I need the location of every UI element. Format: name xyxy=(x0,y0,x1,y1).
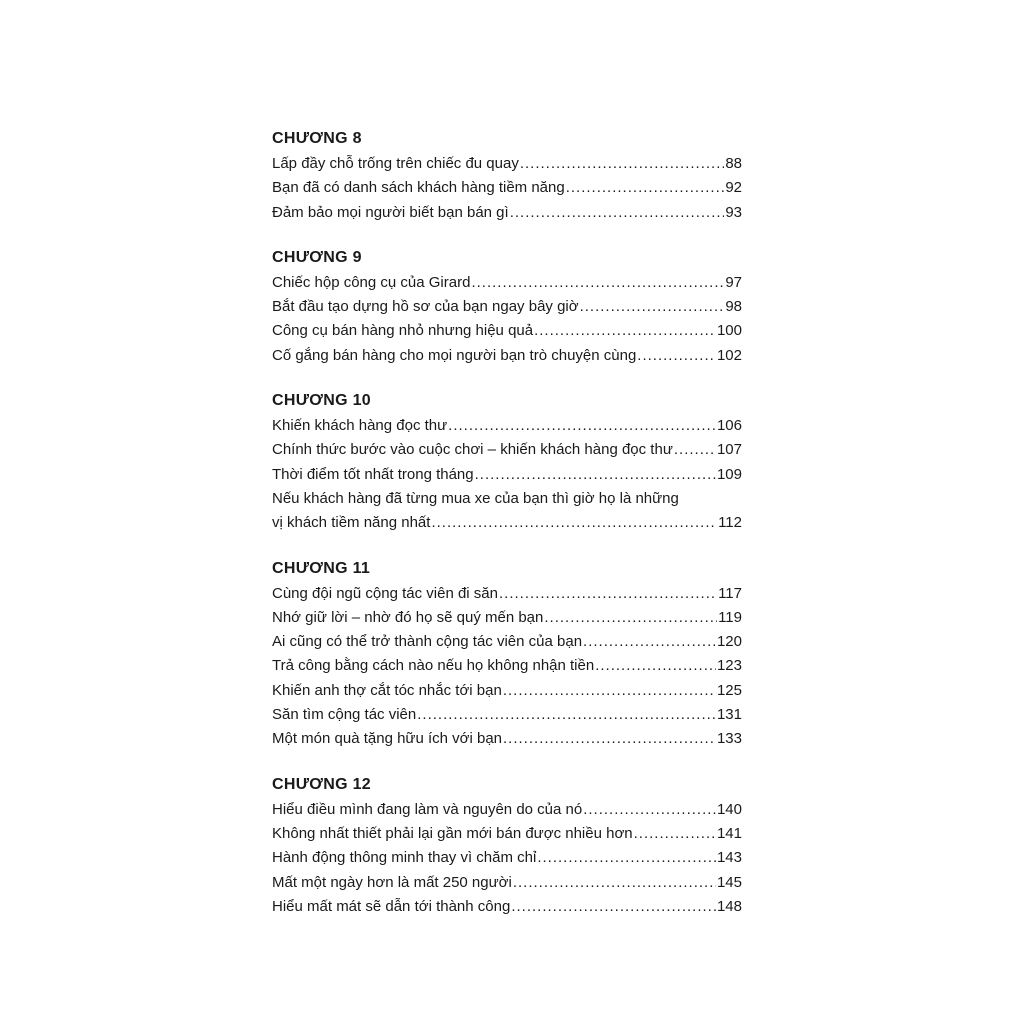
toc-entry xyxy=(272,414,742,438)
toc-entry-multiline xyxy=(272,487,742,536)
toc-entry xyxy=(272,152,742,176)
toc-entry xyxy=(272,438,742,462)
entry-title: Ai cũng có thể trở thành cộng tác viên của bạn xyxy=(272,633,583,651)
toc-entry xyxy=(272,319,742,343)
dot-leader xyxy=(583,798,716,822)
dot-leader xyxy=(537,846,716,870)
entry-title: Nhớ giữ lời – nhờ đó họ sẽ quý mến bạn xyxy=(272,608,544,626)
entry-page-number: 120 xyxy=(716,633,742,651)
entry-title: Khiến khách hàng đọc thư xyxy=(272,417,448,435)
entry-page-number: 100 xyxy=(716,322,742,340)
entry-page-number: 131 xyxy=(716,706,742,724)
dot-leader xyxy=(637,344,716,368)
chapter-12 xyxy=(272,774,742,919)
entry-page-number: 123 xyxy=(716,657,742,675)
chapter-11 xyxy=(272,558,742,752)
dot-leader xyxy=(511,895,716,919)
entry-title: Cùng đội ngũ cộng tác viên đi săn xyxy=(272,584,498,602)
entry-page-number: 93 xyxy=(725,203,742,221)
table-of-contents xyxy=(272,128,742,941)
toc-entry xyxy=(272,895,742,919)
chapter-heading: CHƯƠNG 8 xyxy=(272,130,362,147)
dot-leader xyxy=(503,679,716,703)
toc-entry xyxy=(272,271,742,295)
entry-page-number: 97 xyxy=(725,273,742,291)
dot-leader xyxy=(580,295,725,319)
entry-page-number: 143 xyxy=(716,849,742,867)
toc-entry xyxy=(272,176,742,200)
entry-title: Bạn đã có danh sách khách hàng tiềm năng xyxy=(272,179,565,197)
dot-leader xyxy=(499,582,717,606)
entry-title: Bắt đầu tạo dựng hồ sơ của bạn ngay bây giờ xyxy=(272,298,579,316)
entry-title: Thời điểm tốt nhất trong tháng xyxy=(272,465,474,483)
chapter-8 xyxy=(272,128,742,225)
toc-entry xyxy=(272,846,742,870)
entry-title: Chiếc hộp công cụ của Girard xyxy=(272,273,471,291)
entry-page-number: 145 xyxy=(716,873,742,891)
entry-page-number: 92 xyxy=(725,179,742,197)
entry-page-number: 117 xyxy=(718,584,742,602)
entry-page-number: 148 xyxy=(716,897,742,915)
toc-entry xyxy=(272,511,742,535)
entry-title: Công cụ bán hàng nhỏ nhưng hiệu quả xyxy=(272,322,534,340)
entry-title: Lấp đầy chỗ trống trên chiếc đu quay xyxy=(272,155,519,172)
toc-entry xyxy=(272,654,742,678)
dot-leader xyxy=(471,271,724,295)
entry-page-number: 102 xyxy=(716,346,742,364)
dot-leader xyxy=(520,152,724,176)
entry-page-number: 98 xyxy=(725,298,742,316)
dot-leader xyxy=(534,319,716,343)
dot-leader xyxy=(503,727,716,751)
entry-title: Không nhất thiết phải lại gần mới bán được nhiều hơn xyxy=(272,824,633,842)
entry-page-number: 109 xyxy=(716,465,742,483)
entry-title: Hiểu mất mát sẽ dẫn tới thành công xyxy=(272,897,511,915)
entry-title: Đảm bảo mọi người biết bạn bán gì xyxy=(272,203,509,221)
dot-leader xyxy=(634,822,716,846)
entry-page-number: 119 xyxy=(718,608,742,626)
entry-title: Khiến anh thợ cắt tóc nhắc tới bạn xyxy=(272,681,502,699)
chapter-heading: CHƯƠNG 9 xyxy=(272,248,362,266)
entry-page-number: 107 xyxy=(716,441,742,459)
toc-entry xyxy=(272,798,742,822)
toc-entry xyxy=(272,463,742,487)
toc-entry xyxy=(272,679,742,703)
toc-entry xyxy=(272,630,742,654)
chapter-heading: CHƯƠNG 10 xyxy=(272,392,371,410)
toc-entry xyxy=(272,822,742,846)
entry-page-number: 112 xyxy=(718,514,742,532)
toc-entry xyxy=(272,295,742,319)
entry-title-line-1: Nếu khách hàng đã từng mua xe của bạn thì giờ họ là những xyxy=(272,489,679,507)
entry-title: Hiểu điều mình đang làm và nguyên do của nó xyxy=(272,800,583,818)
entry-title: Chính thức bước vào cuộc chơi – khiến khách hàng đọc thư xyxy=(272,441,673,459)
toc-entry xyxy=(272,703,742,727)
dot-leader xyxy=(595,654,716,678)
dot-leader xyxy=(510,201,725,225)
chapter-heading: CHƯƠNG 11 xyxy=(272,559,371,577)
dot-leader xyxy=(513,871,716,895)
entry-page-number: 125 xyxy=(716,681,742,699)
toc-entry xyxy=(272,344,742,368)
dot-leader xyxy=(583,630,716,654)
chapter-10 xyxy=(272,390,742,535)
entry-title: Cố gắng bán hàng cho mọi người bạn trò chuyện cùng xyxy=(272,346,637,364)
dot-leader xyxy=(566,176,725,200)
dot-leader xyxy=(475,463,716,487)
dot-leader xyxy=(674,438,716,462)
entry-title: Một món quà tặng hữu ích với bạn xyxy=(272,730,503,748)
dot-leader xyxy=(431,511,717,535)
chapter-9 xyxy=(272,247,742,368)
entry-title: Trả công bằng cách nào nếu họ không nhận tiền xyxy=(272,657,595,675)
entry-page-number: 106 xyxy=(716,417,742,435)
chapter-heading: CHƯƠNG 12 xyxy=(272,775,371,793)
toc-entry xyxy=(272,871,742,895)
toc-entry xyxy=(272,606,742,630)
entry-title: Săn tìm cộng tác viên xyxy=(272,706,417,724)
dot-leader xyxy=(544,606,717,630)
toc-entry xyxy=(272,582,742,606)
entry-title: vị khách tiềm năng nhất xyxy=(272,514,431,532)
toc-entry xyxy=(272,727,742,751)
entry-title: Hành động thông minh thay vì chăm chỉ xyxy=(272,849,537,867)
entry-page-number: 141 xyxy=(716,824,742,842)
entry-page-number: 140 xyxy=(716,800,742,818)
entry-title: Mất một ngày hơn là mất 250 người xyxy=(272,873,512,891)
entry-page-number: 88 xyxy=(725,155,742,172)
dot-leader xyxy=(448,414,716,438)
entry-page-number: 133 xyxy=(716,730,742,748)
toc-entry xyxy=(272,201,742,225)
dot-leader xyxy=(417,703,716,727)
